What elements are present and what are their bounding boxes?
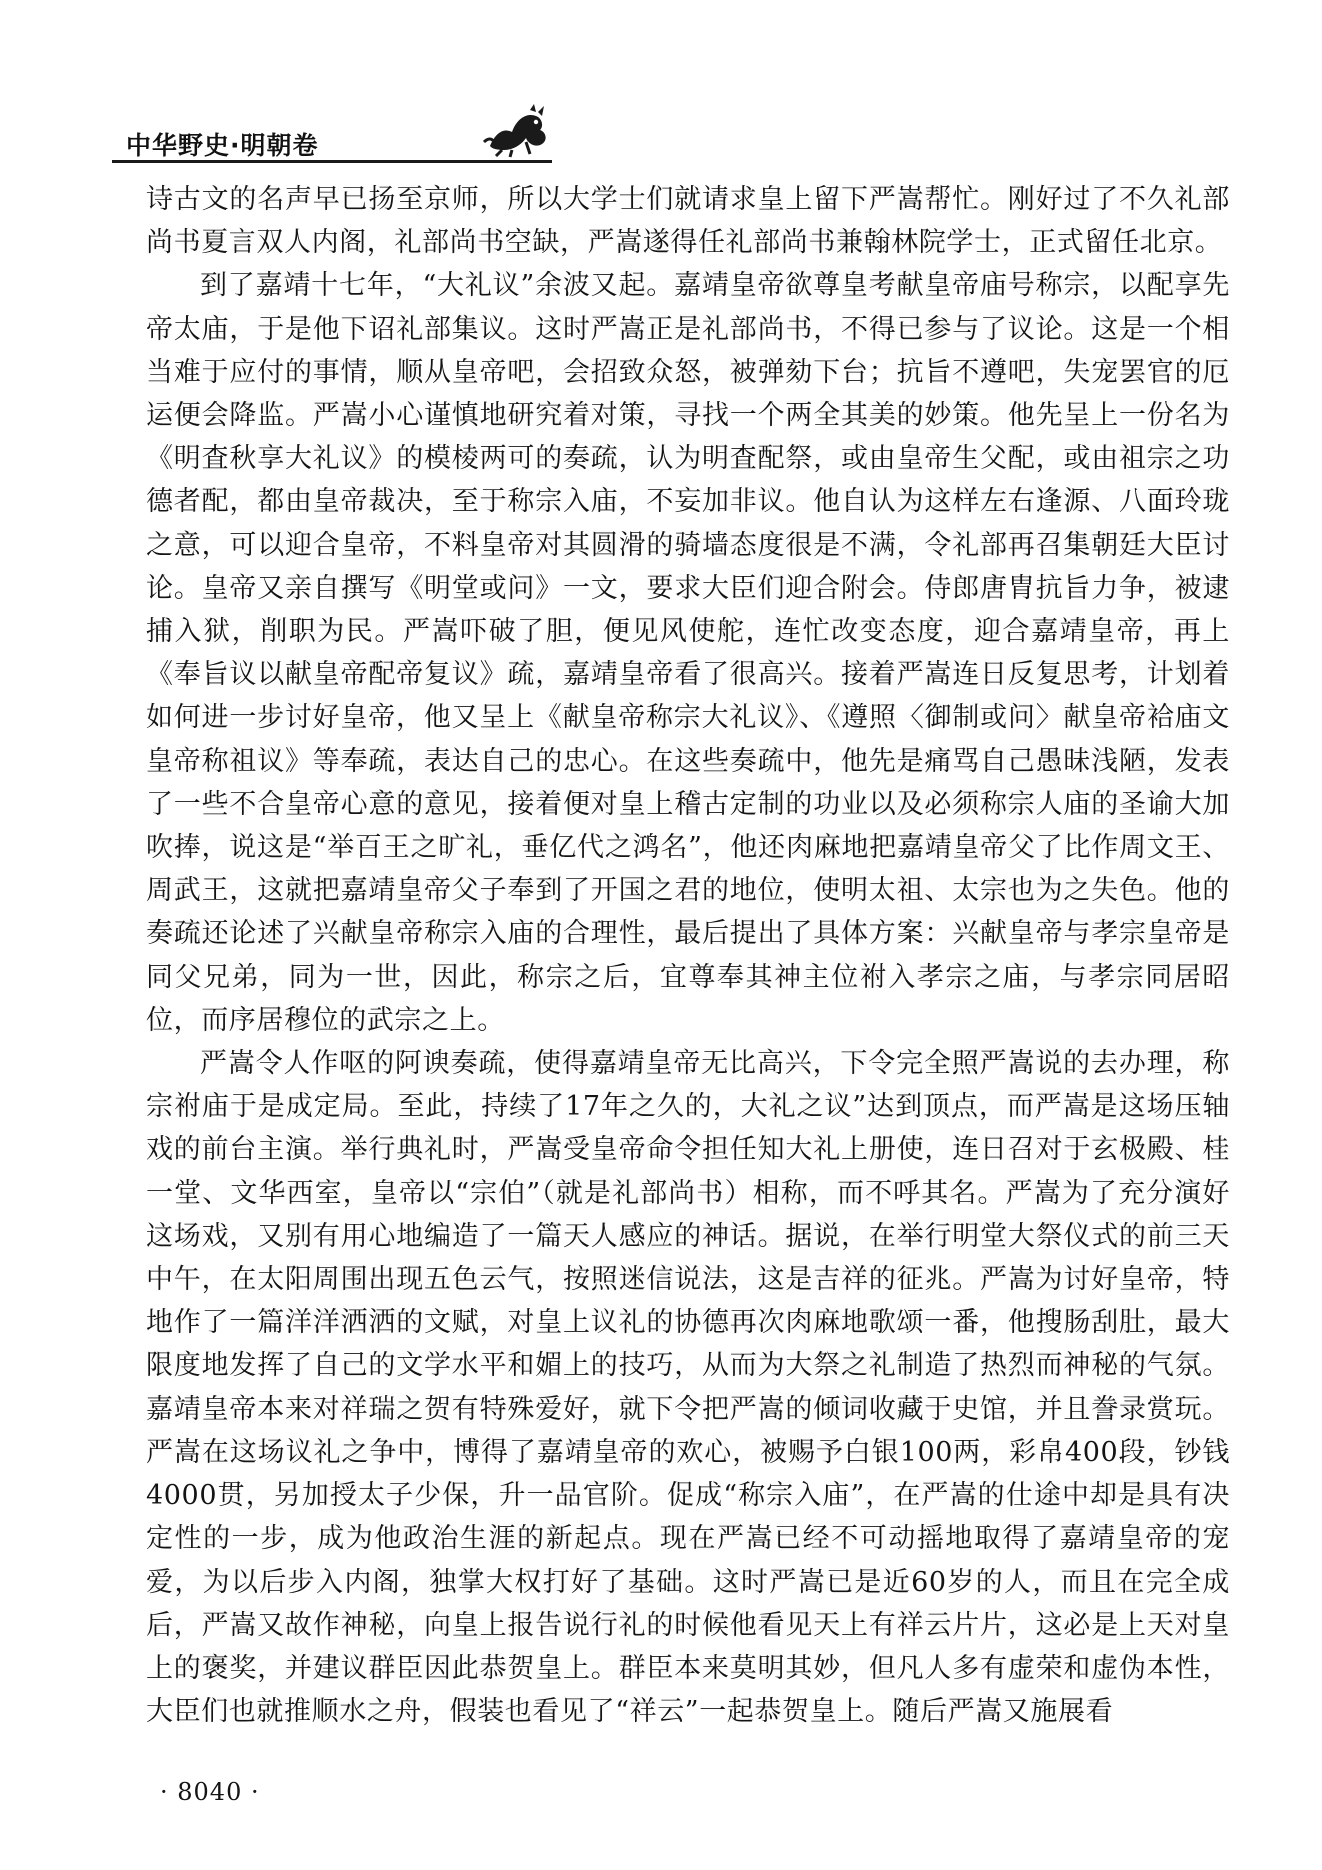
body-text: [146, 178, 1230, 1733]
running-header: [112, 100, 552, 162]
header-title: 中华野史·明朝卷: [126, 131, 319, 160]
paragraph-3: 严嵩令人作呕的阿谀奏疏，使得嘉靖皇帝无比高兴，下令完全照严嵩说的去办理，称宗祔庙于是成定局。至此，持续了17年之久的，大礼之议”达到顶点，而严嵩是这场压轴戏的前台主演。举行典礼时，严嵩受皇帝命令担任知大礼上册使，连日召对于玄极殿、桂一堂、文华西室，皇帝以“宗伯”（就是礼部尚书）相称，而不呼其名。严嵩为了充分演好这场戏，又别有用心地编造了一篇天人感应的神话。据说，在举行明堂大祭仪式的前三天中午，在太阳周围出现五色云气，按照迷信说法，这是吉祥的征兆。严嵩为讨好皇帝，特地作了一篇洋洋洒洒的文赋，对皇上议礼的协德再次肉麻地歌颂一番，他搜肠刮肚，最大限度地发挥了自己的文学水平和媚上的技巧，从而为大祭之礼制造了热烈而神秘的气氛。嘉靖皇帝本来对祥瑞之贺有特殊爱好，就下令把严嵩的倾词收藏于史馆，并且誊录赏玩。严嵩在这场议礼之争中，博得了嘉靖皇帝的欢心，被赐予白银100两，彩帛400段，钞钱4000贯，另加授太子少保，升一品官阶。促成“称宗入庙”，在严嵩的仕途中却是具有决定性的一步，成为他政治生涯的新起点。现在严嵩已经不可动摇地取得了嘉靖皇帝的宠爱，为以后步入内阁，独掌大权打好了基础。这时严嵩已是近60岁的人，而且在完全成后，严嵩又故作神秘，向皇上报告说行礼的时候他看见天上有祥云片片，这必是上天对皇上的褒奖，并建议群臣因此恭贺皇上。群臣本来莫明其妙，但凡人多有虚荣和虚伪本性，大臣们也就推顺水之舟，假装也看见了“祥云”一起恭贺皇上。随后严嵩又施展看: [146, 1048, 1230, 1728]
dragon-emblem-icon: [482, 102, 552, 158]
header-rule: [112, 160, 552, 163]
page-number: · 8040 ·: [160, 1778, 260, 1806]
paragraph-1: 诗古文的名声早已扬至京师，所以大学士们就请求皇上留下严嵩帮忙。刚好过了不久礼部尚书夏言双人内阁，礼部尚书空缺，严嵩遂得任礼部尚书兼翰林院学士，正式留任北京。: [146, 184, 1230, 259]
paragraph-2: 到了嘉靖十七年，“大礼议”余波又起。嘉靖皇帝欲尊皇考献皇帝庙号称宗，以配享先帝太庙，于是他下诏礼部集议。这时严嵩正是礼部尚书，不得已参与了议论。这是一个相当难于应付的事情，顺从皇帝吧，会招致众怒，被弹劾下台；抗旨不遵吧，失宠罢官的厄运便会降监。严嵩小心谨慎地研究着对策，寻找一个两全其美的妙策。他先呈上一份名为《明査秋享大礼议》的模棱两可的奏疏，认为明査配祭，或由皇帝生父配，或由祖宗之功德者配，都由皇帝裁决，至于称宗入庙，不妄加非议。他自认为这样左右逢源、八面玲珑之意，可以迎合皇帝，不料皇帝对其圆滑的骑墙态度很是不满，令礼部再召集朝廷大臣讨论。皇帝又亲自撰写《明堂或问》一文，要求大臣们迎合附会。侍郎唐胄抗旨力争，被逮捕入狱，削职为民。严嵩吓破了胆，便见风使舵，连忙改变态度，迎合嘉靖皇帝，再上《奉旨议以献皇帝配帝复议》疏，嘉靖皇帝看了很高兴。接着严嵩连日反复思考，计划着如何进一步讨好皇帝，他又呈上《献皇帝称宗大礼议》、《遵照〈御制或问〉献皇帝袷庙文皇帝称祖议》等奉疏，表达自己的忠心。在这些奏疏中，他先是痛骂自己愚昧浅陋，发表了一些不合皇帝心意的意见，接着便对皇上稽古定制的功业以及必须称宗人庙的圣谕大加吹捧，说这是“举百王之旷礼，垂亿代之鸿名”，他还肉麻地把嘉靖皇帝父了比作周文王、周武王，这就把嘉靖皇帝父子奉到了开国之君的地位，使明太祖、太宗也为之失色。他的奏疏还论述了兴献皇帝称宗入庙的合理性，最后提出了具体方案：兴献皇帝与孝宗皇帝是同父兄弟，同为一世，因此，称宗之后，宜尊奉其神主位祔入孝宗之庙，与孝宗同居昭位，而序居穆位的武宗之上。: [146, 270, 1230, 1036]
